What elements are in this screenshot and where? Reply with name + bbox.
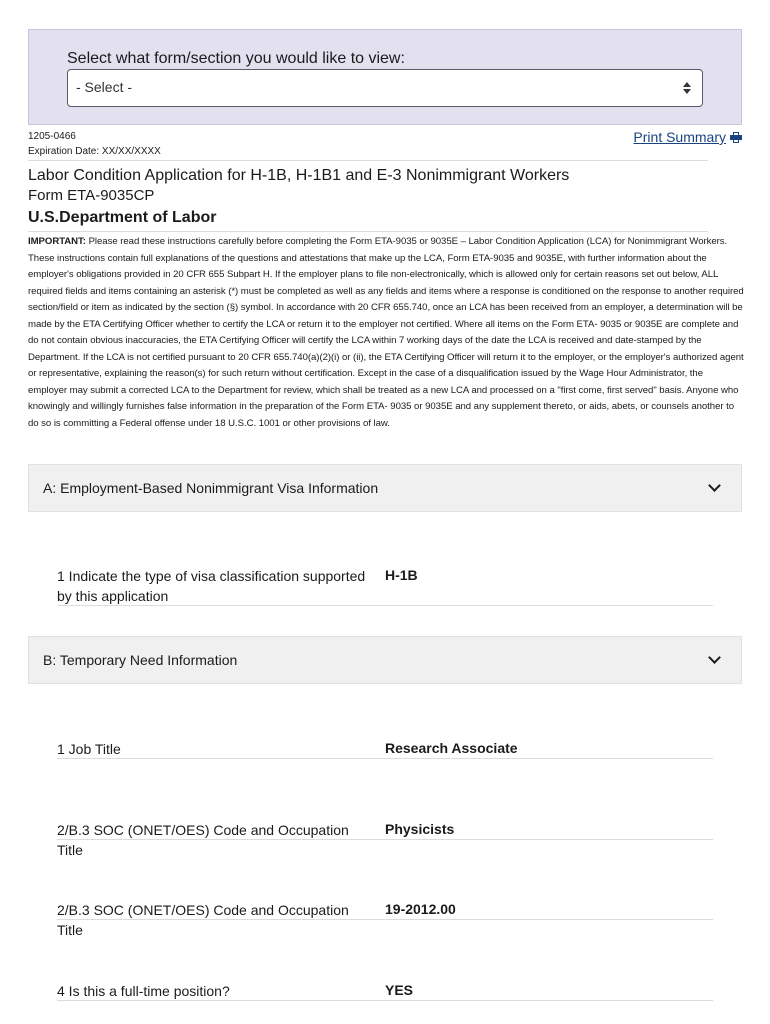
field-value: YES: [385, 982, 414, 998]
field-label: 2/B.3 SOC (ONET/OES) Code and Occupation Title: [57, 822, 349, 858]
field-row-soc-code: [57, 900, 713, 938]
form-section-select-value: - Select -: [76, 79, 133, 95]
important-instructions: [28, 234, 744, 432]
field-label: 4 Is this a full-time position?: [57, 983, 230, 999]
department-name: U.S.Department of Labor: [28, 209, 217, 226]
field-row-full-time: [57, 981, 713, 1001]
print-summary-link[interactable]: [633, 129, 742, 145]
form-number: Form ETA-9035CP: [28, 187, 155, 204]
chevron-down-icon: [708, 651, 721, 664]
field-label: 1 Indicate the type of visa classification supported by this application: [57, 568, 366, 604]
omb-info: [28, 129, 161, 159]
field-value: H-1B: [385, 567, 418, 583]
divider: [28, 160, 708, 161]
accordion-section-a-title: A: Employment-Based Nonimmigrant Visa Information: [43, 480, 379, 496]
form-section-select[interactable]: [67, 69, 703, 107]
important-lead: IMPORTANT:: [28, 236, 86, 247]
field-row-visa-classification: [57, 566, 713, 606]
accordion-section-a[interactable]: [28, 464, 742, 512]
field-value: 19-2012.00: [385, 901, 456, 917]
field-value: Physicists: [385, 821, 455, 837]
expiration-date: Expiration Date: XX/XX/XXXX: [28, 146, 161, 157]
field-row-soc-title: [57, 820, 713, 858]
form-section-selector-panel: [28, 29, 742, 125]
divider: [28, 231, 708, 232]
page-title: Labor Condition Application for H-1B, H-1B1 and E-3 Nonimmigrant Workers: [28, 167, 570, 184]
accordion-section-b[interactable]: [28, 636, 742, 684]
form-section-selector-label: Select what form/section you would like to view:: [67, 50, 405, 67]
chevron-down-icon: [708, 479, 721, 492]
sort-arrows-icon: [682, 80, 692, 96]
field-value: Research Associate: [385, 740, 518, 756]
accordion-section-b-title: B: Temporary Need Information: [43, 652, 238, 668]
field-label: 2/B.3 SOC (ONET/OES) Code and Occupation Title: [57, 902, 349, 938]
omb-number: 1205-0466: [28, 131, 76, 142]
field-label: 1 Job Title: [57, 741, 121, 757]
print-summary-label: Print Summary: [633, 129, 726, 145]
important-text: Please read these instructions carefully before completing the Form ETA-9035 or 9035E – Labor Condition Application (LCA) for Nonimmigrant Workers. These instructions contain full explanations of the questions and attestations that make up the LCA, Form ETA-9035 and 9035E, with further information about the employer's obligations provided in 20 CFR 655 Subpart H. If the employer plans to file non-electronically, which is allowed only for certain reasons set out below, ALL required fields and items containing an asterisk (*) must be completed as well as any fields and items where a response is conditioned on the response to another required section/field or item as indicated by the section (§) symbol. In accordance with 20 CFR 655.740, once an LCA has been received from an employer, a determination will be made by the ETA Certifying Officer whether to certify the LCA or return it to the employer not certified. Where all items on the Form ETA- 9035 or 9035E are complete and do not contain obvious inaccuracies, the ETA Certifying Officer will certify the LCA within 7 working days of the date the LCA is received and date-stamped by the Department. If the LCA is not certified pursuant to 20 CFR 655.740(a)(2)(i) or (ii), the ETA Certifying Officer will return it to the employer, or the employer's authorized agent or representative, explaining the reason(s) for such return without certification. Except in the case of a disqualification issued by the Wage Hour Administrator, the employer may submit a corrected LCA to the Department for review, which shall be treated as a new LCA and processed on a "first come, first served" basis. Anyone who knowingly and willingly furnishes false information in the preparation of the Form ETA- 9035 or 9035E and any supplement thereto, or aids, abets, or counsels another to do so is committing a Federal offense under 18 U.S.C. 1001 or other provisions of law.: [28, 236, 744, 429]
field-row-job-title: [57, 739, 713, 759]
printer-icon: [730, 132, 742, 143]
